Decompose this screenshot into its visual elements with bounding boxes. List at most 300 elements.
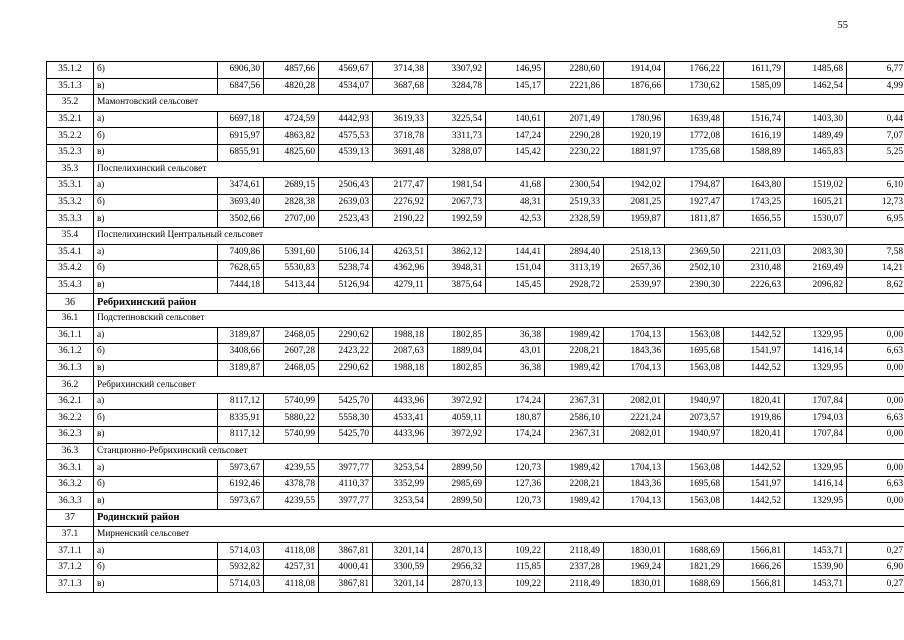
- value-cell: 1821,29: [665, 559, 724, 576]
- row-code: 35.3.2: [47, 194, 94, 211]
- value-cell: 4263,51: [373, 244, 428, 261]
- value-cell: 3687,68: [373, 78, 428, 95]
- row-label: б): [94, 410, 218, 427]
- value-cell: 1605,21: [785, 194, 847, 211]
- value-cell: 2928,72: [545, 277, 604, 294]
- value-cell: 4863,82: [264, 128, 319, 145]
- value-cell: 2208,21: [545, 476, 604, 493]
- value-cell: 1639,48: [665, 111, 724, 128]
- table-row: [47, 111, 904, 128]
- value-cell: 0,00: [847, 460, 904, 477]
- value-cell: 2423,22: [319, 344, 373, 361]
- value-cell: 1820,41: [724, 393, 785, 410]
- row-code: 35.2.3: [47, 144, 94, 161]
- value-cell: 1695,68: [665, 476, 724, 493]
- row-code: 35.4: [47, 227, 94, 244]
- value-cell: 1666,26: [724, 559, 785, 576]
- value-cell: 1485,68: [785, 62, 847, 79]
- value-cell: 2169,49: [785, 261, 847, 278]
- value-cell: 2081,25: [604, 194, 665, 211]
- value-cell: 1519,02: [785, 178, 847, 195]
- value-cell: 3502,66: [218, 211, 264, 228]
- section-row: [47, 310, 904, 327]
- row-code: 36: [47, 294, 94, 311]
- value-cell: 3408,66: [218, 344, 264, 361]
- value-cell: 0,27: [847, 576, 904, 593]
- value-cell: 1329,95: [785, 360, 847, 377]
- district-row: [47, 510, 904, 527]
- value-cell: 151,04: [486, 261, 545, 278]
- row-code: 37: [47, 510, 94, 527]
- row-label: в): [94, 493, 218, 510]
- value-cell: 3225,54: [428, 111, 486, 128]
- value-cell: 1656,55: [724, 211, 785, 228]
- value-cell: 48,31: [486, 194, 545, 211]
- section-title: Подстепновский сельсовет: [94, 310, 904, 327]
- value-cell: 1516,74: [724, 111, 785, 128]
- value-cell: 1802,85: [428, 360, 486, 377]
- section-title: Поспелихинский Центральный сельсовет: [94, 227, 904, 244]
- row-label: в): [94, 78, 218, 95]
- value-cell: 0,44: [847, 111, 904, 128]
- value-cell: 1843,36: [604, 476, 665, 493]
- table-row: [47, 128, 904, 145]
- row-label: а): [94, 460, 218, 477]
- value-cell: 8,62: [847, 277, 904, 294]
- value-cell: 7,07: [847, 128, 904, 145]
- value-cell: 1981,54: [428, 178, 486, 195]
- value-cell: 7409,86: [218, 244, 264, 261]
- value-cell: 12,73: [847, 194, 904, 211]
- row-label: б): [94, 344, 218, 361]
- row-code: 36.1.2: [47, 344, 94, 361]
- value-cell: 145,17: [486, 78, 545, 95]
- value-cell: 5126,94: [319, 277, 373, 294]
- row-code: 35.3.3: [47, 211, 94, 228]
- value-cell: 2828,38: [264, 194, 319, 211]
- value-cell: 1611,79: [724, 62, 785, 79]
- value-cell: 1843,36: [604, 344, 665, 361]
- value-cell: 1453,71: [785, 576, 847, 593]
- value-cell: 2280,60: [545, 62, 604, 79]
- value-cell: 2096,82: [785, 277, 847, 294]
- value-cell: 3977,77: [319, 460, 373, 477]
- value-cell: 3718,78: [373, 128, 428, 145]
- value-cell: 120,73: [486, 460, 545, 477]
- value-cell: 2276,92: [373, 194, 428, 211]
- value-cell: 1988,18: [373, 360, 428, 377]
- value-cell: 6906,30: [218, 62, 264, 79]
- value-cell: 109,22: [486, 543, 545, 560]
- value-cell: 2468,05: [264, 327, 319, 344]
- value-cell: 3201,14: [373, 576, 428, 593]
- value-cell: 2899,50: [428, 460, 486, 477]
- value-cell: 5558,30: [319, 410, 373, 427]
- value-cell: 6855,91: [218, 144, 264, 161]
- table-row: [47, 476, 904, 493]
- row-label: а): [94, 393, 218, 410]
- row-code: 36.2.2: [47, 410, 94, 427]
- value-cell: 2369,50: [665, 244, 724, 261]
- value-cell: 3307,92: [428, 62, 486, 79]
- value-cell: 1992,59: [428, 211, 486, 228]
- value-cell: 6,63: [847, 344, 904, 361]
- row-code: 37.1: [47, 526, 94, 543]
- value-cell: 36,38: [486, 327, 545, 344]
- section-row: [47, 526, 904, 543]
- value-cell: 2221,86: [545, 78, 604, 95]
- value-cell: 2985,69: [428, 476, 486, 493]
- value-cell: 109,22: [486, 576, 545, 593]
- row-label: б): [94, 62, 218, 79]
- value-cell: 2083,30: [785, 244, 847, 261]
- value-cell: 2639,03: [319, 194, 373, 211]
- tariff-table: [46, 61, 904, 593]
- value-cell: 4433,96: [373, 427, 428, 444]
- value-cell: 8117,12: [218, 393, 264, 410]
- table-row: [47, 62, 904, 79]
- value-cell: 5714,03: [218, 576, 264, 593]
- value-cell: 5973,67: [218, 493, 264, 510]
- value-cell: 2523,43: [319, 211, 373, 228]
- value-cell: 1919,86: [724, 410, 785, 427]
- value-cell: 3474,61: [218, 178, 264, 195]
- value-cell: 2707,00: [264, 211, 319, 228]
- row-code: 35.3.1: [47, 178, 94, 195]
- value-cell: 115,85: [486, 559, 545, 576]
- value-cell: 2177,47: [373, 178, 428, 195]
- value-cell: 1616,19: [724, 128, 785, 145]
- value-cell: 1889,04: [428, 344, 486, 361]
- value-cell: 1989,42: [545, 327, 604, 344]
- value-cell: 1766,22: [665, 62, 724, 79]
- value-cell: 3253,54: [373, 493, 428, 510]
- district-row: [47, 294, 904, 311]
- value-cell: 5391,60: [264, 244, 319, 261]
- value-cell: 1329,95: [785, 460, 847, 477]
- row-code: 37.1.2: [47, 559, 94, 576]
- value-cell: 3691,48: [373, 144, 428, 161]
- row-label: в): [94, 211, 218, 228]
- value-cell: 1794,87: [665, 178, 724, 195]
- value-cell: 1914,04: [604, 62, 665, 79]
- value-cell: 4534,07: [319, 78, 373, 95]
- row-label: а): [94, 111, 218, 128]
- section-row: [47, 377, 904, 394]
- table-row: [47, 261, 904, 278]
- value-cell: 1704,13: [604, 360, 665, 377]
- row-code: 36.3.3: [47, 493, 94, 510]
- table-row: [47, 178, 904, 195]
- value-cell: 2211,03: [724, 244, 785, 261]
- table-row: [47, 576, 904, 593]
- value-cell: 1820,41: [724, 427, 785, 444]
- value-cell: 1416,14: [785, 476, 847, 493]
- table-row: [47, 344, 904, 361]
- value-cell: 120,73: [486, 493, 545, 510]
- row-label: в): [94, 277, 218, 294]
- value-cell: 41,68: [486, 178, 545, 195]
- value-cell: 1969,24: [604, 559, 665, 576]
- value-cell: 1811,87: [665, 211, 724, 228]
- value-cell: 2328,59: [545, 211, 604, 228]
- value-cell: 4433,96: [373, 393, 428, 410]
- value-cell: 2290,62: [319, 327, 373, 344]
- value-cell: 1920,19: [604, 128, 665, 145]
- value-cell: 0,00: [847, 493, 904, 510]
- value-cell: 1442,52: [724, 493, 785, 510]
- value-cell: 3714,38: [373, 62, 428, 79]
- value-cell: 1940,97: [665, 393, 724, 410]
- value-cell: 1541,97: [724, 344, 785, 361]
- value-cell: 4362,96: [373, 261, 428, 278]
- value-cell: 4239,55: [264, 493, 319, 510]
- value-cell: 4533,41: [373, 410, 428, 427]
- value-cell: 2607,28: [264, 344, 319, 361]
- value-cell: 3862,12: [428, 244, 486, 261]
- value-cell: 6697,18: [218, 111, 264, 128]
- table-row: [47, 144, 904, 161]
- value-cell: 1530,07: [785, 211, 847, 228]
- row-label: б): [94, 128, 218, 145]
- value-cell: 5932,82: [218, 559, 264, 576]
- row-code: 36.3.1: [47, 460, 94, 477]
- value-cell: 2190,22: [373, 211, 428, 228]
- value-cell: 3284,78: [428, 78, 486, 95]
- value-cell: 5425,70: [319, 427, 373, 444]
- value-cell: 5413,44: [264, 277, 319, 294]
- value-cell: 4118,08: [264, 543, 319, 560]
- row-code: 35.3: [47, 161, 94, 178]
- table-row: [47, 410, 904, 427]
- value-cell: 2899,50: [428, 493, 486, 510]
- value-cell: 5973,67: [218, 460, 264, 477]
- value-cell: 5880,22: [264, 410, 319, 427]
- value-cell: 4569,67: [319, 62, 373, 79]
- row-label: б): [94, 194, 218, 211]
- value-cell: 5530,83: [264, 261, 319, 278]
- value-cell: 6,95: [847, 211, 904, 228]
- value-cell: 1704,13: [604, 327, 665, 344]
- value-cell: 3311,73: [428, 128, 486, 145]
- value-cell: 4820,28: [264, 78, 319, 95]
- value-cell: 5106,14: [319, 244, 373, 261]
- section-row: [47, 443, 904, 460]
- value-cell: 3352,99: [373, 476, 428, 493]
- value-cell: 8117,12: [218, 427, 264, 444]
- value-cell: 4857,66: [264, 62, 319, 79]
- value-cell: 1707,84: [785, 393, 847, 410]
- value-cell: 1539,90: [785, 559, 847, 576]
- row-code: 36.2.1: [47, 393, 94, 410]
- value-cell: 127,36: [486, 476, 545, 493]
- row-label: а): [94, 543, 218, 560]
- value-cell: 2310,48: [724, 261, 785, 278]
- row-label: в): [94, 576, 218, 593]
- value-cell: 6,63: [847, 476, 904, 493]
- value-cell: 2894,40: [545, 244, 604, 261]
- value-cell: 2208,21: [545, 344, 604, 361]
- value-cell: 4575,53: [319, 128, 373, 145]
- value-cell: 3693,40: [218, 194, 264, 211]
- value-cell: 0,27: [847, 543, 904, 560]
- value-cell: 36,38: [486, 360, 545, 377]
- value-cell: 2082,01: [604, 393, 665, 410]
- value-cell: 6,10: [847, 178, 904, 195]
- value-cell: 7628,65: [218, 261, 264, 278]
- value-cell: 4539,13: [319, 144, 373, 161]
- row-code: 36.1.3: [47, 360, 94, 377]
- value-cell: 2506,43: [319, 178, 373, 195]
- value-cell: 3875,64: [428, 277, 486, 294]
- value-cell: 3867,81: [319, 576, 373, 593]
- value-cell: 180,87: [486, 410, 545, 427]
- value-cell: 4110,37: [319, 476, 373, 493]
- value-cell: 4118,08: [264, 576, 319, 593]
- district-title: Родинский район: [94, 510, 904, 527]
- value-cell: 1566,81: [724, 576, 785, 593]
- value-cell: 2230,22: [545, 144, 604, 161]
- value-cell: 43,01: [486, 344, 545, 361]
- table-row: [47, 277, 904, 294]
- value-cell: 2870,13: [428, 543, 486, 560]
- table-row: [47, 244, 904, 261]
- value-cell: 5238,74: [319, 261, 373, 278]
- value-cell: 2870,13: [428, 576, 486, 593]
- value-cell: 1989,42: [545, 360, 604, 377]
- value-cell: 5740,99: [264, 427, 319, 444]
- value-cell: 7444,18: [218, 277, 264, 294]
- section-title: Станционно-Ребрихинский сельсовет: [94, 443, 904, 460]
- value-cell: 2689,15: [264, 178, 319, 195]
- value-cell: 2367,31: [545, 393, 604, 410]
- value-cell: 2519,33: [545, 194, 604, 211]
- value-cell: 174,24: [486, 393, 545, 410]
- value-cell: 145,45: [486, 277, 545, 294]
- row-label: б): [94, 261, 218, 278]
- value-cell: 2657,36: [604, 261, 665, 278]
- table-row: [47, 543, 904, 560]
- value-cell: 3972,92: [428, 427, 486, 444]
- page-number: 55: [837, 20, 848, 31]
- value-cell: 3300,59: [373, 559, 428, 576]
- value-cell: 6,77: [847, 62, 904, 79]
- row-code: 35.2: [47, 95, 94, 112]
- value-cell: 1541,97: [724, 476, 785, 493]
- value-cell: 3113,19: [545, 261, 604, 278]
- value-cell: 3253,54: [373, 460, 428, 477]
- row-code: 36.1.1: [47, 327, 94, 344]
- value-cell: 3977,77: [319, 493, 373, 510]
- value-cell: 2290,28: [545, 128, 604, 145]
- value-cell: 2367,31: [545, 427, 604, 444]
- value-cell: 3201,14: [373, 543, 428, 560]
- value-cell: 145,42: [486, 144, 545, 161]
- value-cell: 3288,07: [428, 144, 486, 161]
- value-cell: 1329,95: [785, 327, 847, 344]
- table-row: [47, 393, 904, 410]
- value-cell: 1585,09: [724, 78, 785, 95]
- value-cell: 1563,08: [665, 327, 724, 344]
- value-cell: 4,99: [847, 78, 904, 95]
- section-title: Мирненский сельсовет: [94, 526, 904, 543]
- value-cell: 1453,71: [785, 543, 847, 560]
- value-cell: 1940,97: [665, 427, 724, 444]
- value-cell: 1876,66: [604, 78, 665, 95]
- value-cell: 1416,14: [785, 344, 847, 361]
- value-cell: 1704,13: [604, 493, 665, 510]
- value-cell: 2468,05: [264, 360, 319, 377]
- row-label: а): [94, 327, 218, 344]
- value-cell: 0,00: [847, 327, 904, 344]
- value-cell: 1989,42: [545, 460, 604, 477]
- value-cell: 1442,52: [724, 327, 785, 344]
- value-cell: 8335,91: [218, 410, 264, 427]
- value-cell: 1643,80: [724, 178, 785, 195]
- value-cell: 2586,10: [545, 410, 604, 427]
- value-cell: 1563,08: [665, 460, 724, 477]
- value-cell: 2502,10: [665, 261, 724, 278]
- value-cell: 2118,49: [545, 543, 604, 560]
- value-cell: 1730,62: [665, 78, 724, 95]
- row-code: 36.2.3: [47, 427, 94, 444]
- value-cell: 1988,18: [373, 327, 428, 344]
- value-cell: 0,00: [847, 393, 904, 410]
- row-code: 37.1.1: [47, 543, 94, 560]
- value-cell: 1830,01: [604, 576, 665, 593]
- value-cell: 144,41: [486, 244, 545, 261]
- value-cell: 1688,69: [665, 543, 724, 560]
- value-cell: 5740,99: [264, 393, 319, 410]
- value-cell: 42,53: [486, 211, 545, 228]
- value-cell: 2071,49: [545, 111, 604, 128]
- table-row: [47, 427, 904, 444]
- row-code: 35.4.3: [47, 277, 94, 294]
- value-cell: 1772,08: [665, 128, 724, 145]
- table-row: [47, 211, 904, 228]
- value-cell: 4239,55: [264, 460, 319, 477]
- section-row: [47, 227, 904, 244]
- value-cell: 147,24: [486, 128, 545, 145]
- value-cell: 2067,73: [428, 194, 486, 211]
- value-cell: 2390,30: [665, 277, 724, 294]
- value-cell: 1566,81: [724, 543, 785, 560]
- section-row: [47, 95, 904, 112]
- value-cell: 1462,54: [785, 78, 847, 95]
- row-code: 35.1.2: [47, 62, 94, 79]
- value-cell: 2118,49: [545, 576, 604, 593]
- value-cell: 1881,97: [604, 144, 665, 161]
- table-row: [47, 327, 904, 344]
- value-cell: 146,95: [486, 62, 545, 79]
- value-cell: 1989,42: [545, 493, 604, 510]
- value-cell: 3972,92: [428, 393, 486, 410]
- table-row: [47, 493, 904, 510]
- value-cell: 2226,63: [724, 277, 785, 294]
- value-cell: 2300,54: [545, 178, 604, 195]
- row-code: 36.3.2: [47, 476, 94, 493]
- row-code: 37.1.3: [47, 576, 94, 593]
- row-code: 35.2.2: [47, 128, 94, 145]
- value-cell: 4059,11: [428, 410, 486, 427]
- row-label: в): [94, 427, 218, 444]
- value-cell: 7,58: [847, 244, 904, 261]
- value-cell: 2082,01: [604, 427, 665, 444]
- value-cell: 2221,24: [604, 410, 665, 427]
- value-cell: 2956,32: [428, 559, 486, 576]
- value-cell: 6847,56: [218, 78, 264, 95]
- value-cell: 174,24: [486, 427, 545, 444]
